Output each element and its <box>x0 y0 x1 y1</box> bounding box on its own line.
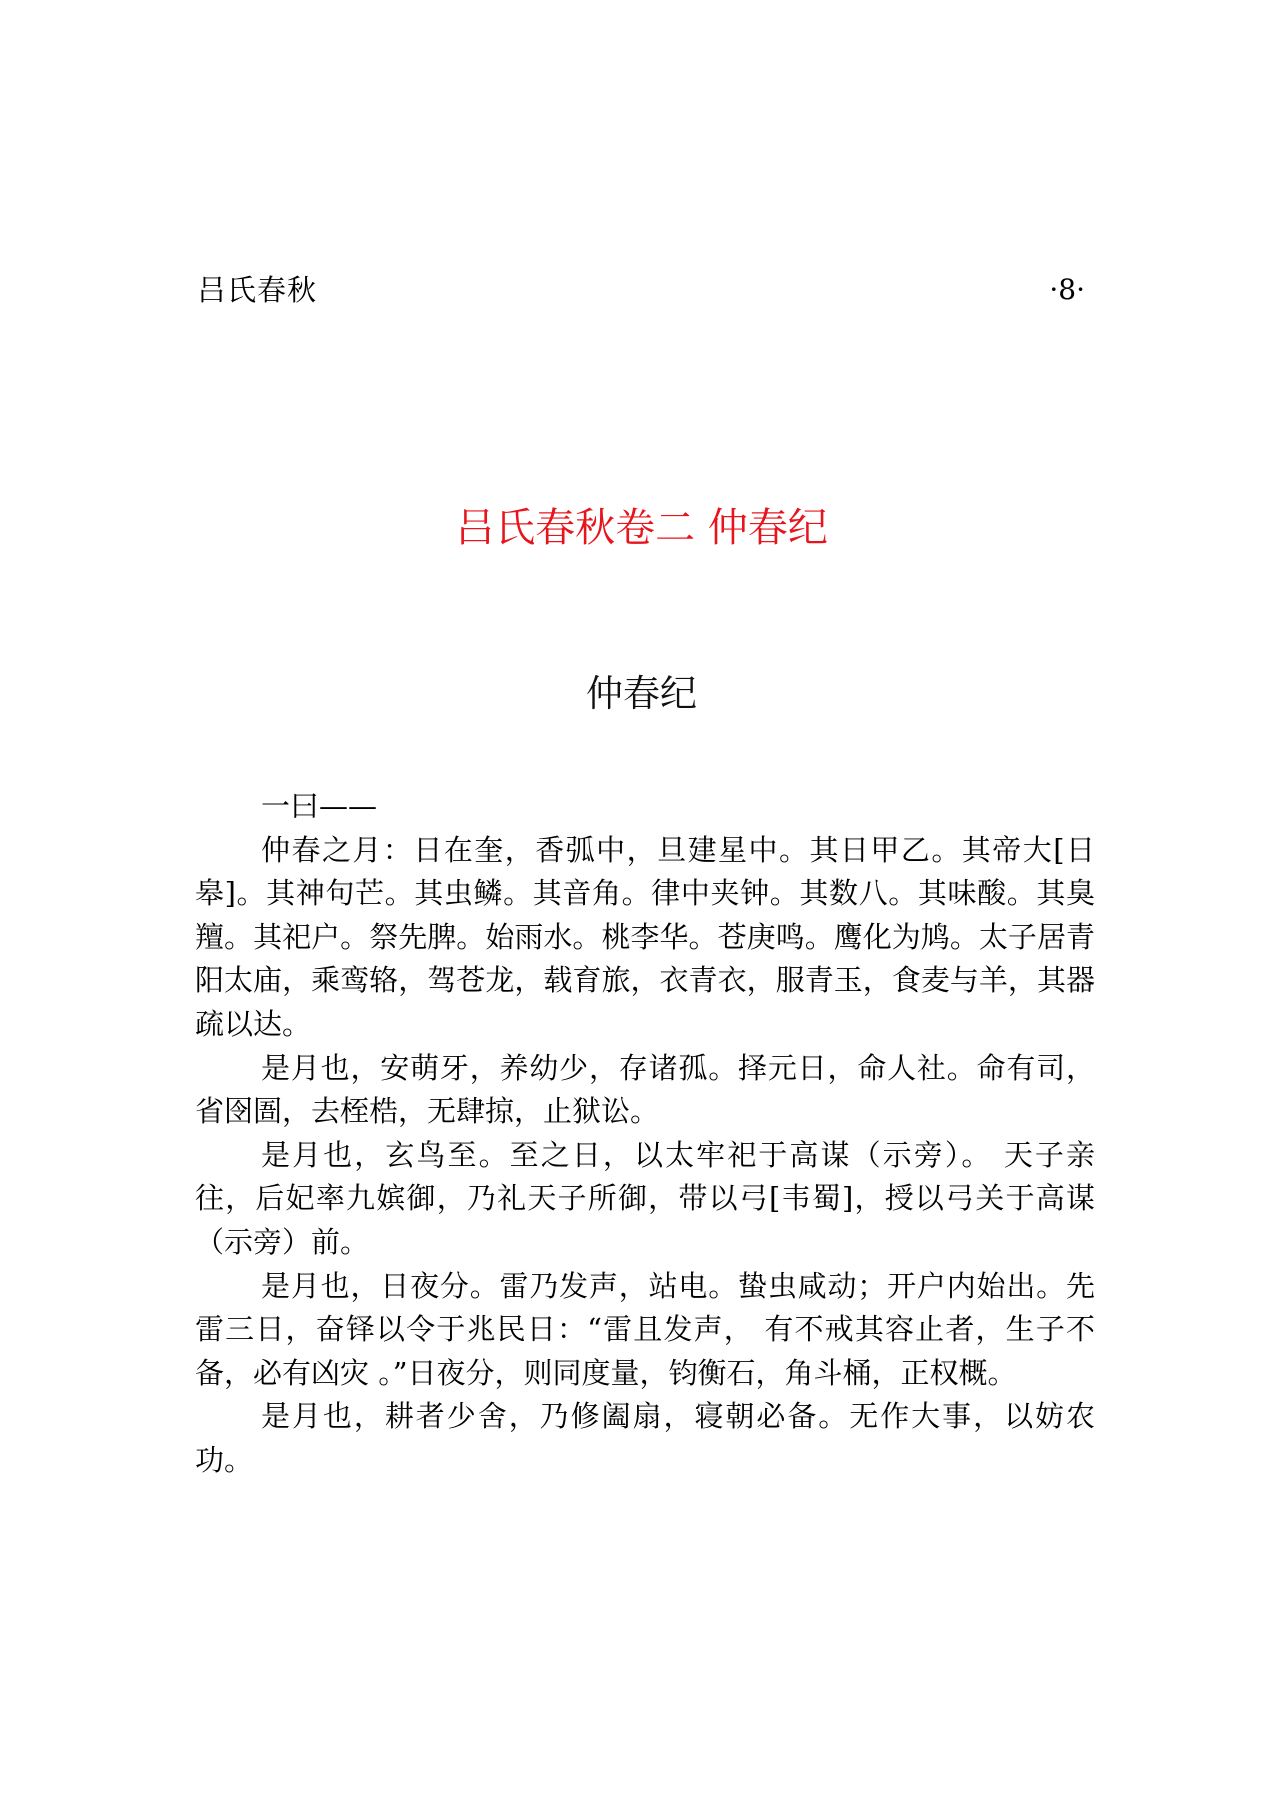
section-title: 仲春纪 <box>586 672 697 715</box>
paragraph-4: 是月也，玄鸟至。至之日，以太牢祀于高谋（示旁）。 天子亲往，后妃率九嫔御，乃礼天子所御，带以弓[韦蜀]，授以弓关于高谋（示旁）前。 <box>195 1137 1095 1259</box>
paragraph-1: 一曰—— <box>261 789 378 823</box>
body-text <box>195 785 1095 1483</box>
paragraph-6: 是月也，耕者少舍，乃修阖扇，寝朝必备。无作大事，以妨农功。 <box>195 1399 1095 1477</box>
paragraph-3: 是月也，安萌牙，养幼少，存诸孤。择元日，命人社。命有司，省囹圄，去桎梏，无肆掠，止狱讼。 <box>195 1050 1095 1129</box>
page-number: ·8· <box>1049 273 1085 306</box>
paragraph-5: 是月也，日夜分。雷乃发声，站电。蛰虫咸动；开户内始出。先雷三日，奋铎以令于兆民日：“雷且发声， 有不戒其容止者，生子不备，必有凶灾 。”日夜分，则同度量，钧衡石，角斗桶，正权概。 <box>195 1268 1095 1390</box>
running-title: 吕氏春秋 <box>197 273 318 307</box>
running-header <box>197 270 1085 310</box>
paragraph-2: 仲春之月：日在奎，香弧中，旦建星中。其日甲乙。其帝大[日皋]。其神句芒。其虫鳞。其音角。律中夹钟。其数八。其味酸。其臭羶。其祀户。祭先脾。始雨水。桃李华。苍庚鸣。鹰化为鸠。太子居青阳太庙，乘鸾辂，驾苍龙，载育旅，衣青衣，服青玉，食麦与羊，其器疏以达。 <box>195 832 1095 1041</box>
volume-title: 吕氏春秋卷二 仲春纪 <box>455 505 828 551</box>
